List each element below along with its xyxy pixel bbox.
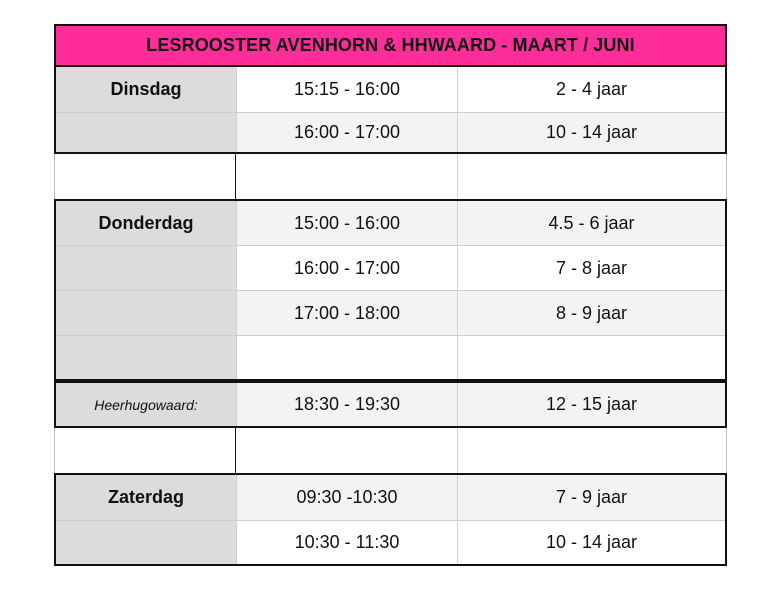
spacer-cell xyxy=(235,428,457,473)
age-cell: 2 - 4 jaar xyxy=(457,67,725,112)
spacer-cell xyxy=(457,154,726,199)
time-cell xyxy=(236,336,457,379)
age-cell: 7 - 8 jaar xyxy=(457,246,725,290)
table-row xyxy=(56,290,725,335)
heerhugowaard-block xyxy=(54,381,727,428)
age-cell xyxy=(457,336,725,379)
table-row xyxy=(56,335,725,379)
spacer-row xyxy=(54,154,727,199)
age-cell: 10 - 14 jaar xyxy=(457,113,725,152)
day-label-donderdag: Donderdag xyxy=(56,201,236,245)
day-empty-cell xyxy=(56,291,236,335)
location-label: Heerhugowaard: xyxy=(56,383,236,426)
table-row xyxy=(56,201,725,245)
age-cell: 4.5 - 6 jaar xyxy=(457,201,725,245)
age-cell: 7 - 9 jaar xyxy=(457,475,725,520)
time-cell: 15:00 - 16:00 xyxy=(236,201,457,245)
spacer-row xyxy=(54,428,727,473)
day-empty-cell xyxy=(56,113,236,152)
day-label-zaterdag: Zaterdag xyxy=(56,475,236,520)
donderdag-block xyxy=(54,199,727,381)
time-cell: 15:15 - 16:00 xyxy=(236,67,457,112)
table-row xyxy=(56,67,725,112)
day-label-dinsdag: Dinsdag xyxy=(56,67,236,112)
age-cell: 12 - 15 jaar xyxy=(457,383,725,426)
time-cell: 09:30 -10:30 xyxy=(236,475,457,520)
time-cell: 18:30 - 19:30 xyxy=(236,383,457,426)
schedule-sheet xyxy=(54,24,727,566)
spacer-cell xyxy=(55,428,235,473)
table-row xyxy=(56,475,725,520)
table-row xyxy=(56,245,725,290)
day-empty-cell xyxy=(56,336,236,379)
day-empty-cell xyxy=(56,521,236,564)
table-row xyxy=(56,520,725,564)
table-row xyxy=(56,383,725,426)
dinsdag-block xyxy=(54,67,727,154)
spacer-cell xyxy=(55,154,235,199)
spacer-cell xyxy=(457,428,726,473)
time-cell: 10:30 - 11:30 xyxy=(236,521,457,564)
spacer-cell xyxy=(235,154,457,199)
time-cell: 16:00 - 17:00 xyxy=(236,246,457,290)
age-cell: 10 - 14 jaar xyxy=(457,521,725,564)
age-cell: 8 - 9 jaar xyxy=(457,291,725,335)
zaterdag-block xyxy=(54,473,727,566)
schedule-title: LESROOSTER AVENHORN & HHWAARD - MAART / JUNI xyxy=(54,24,727,67)
time-cell: 16:00 - 17:00 xyxy=(236,113,457,152)
time-cell: 17:00 - 18:00 xyxy=(236,291,457,335)
table-row xyxy=(56,112,725,152)
day-empty-cell xyxy=(56,246,236,290)
